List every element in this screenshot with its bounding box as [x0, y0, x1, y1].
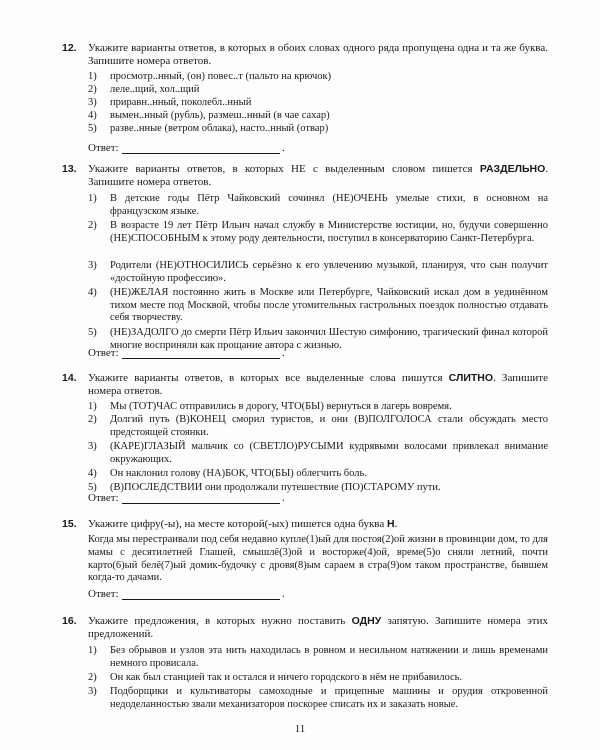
answer-line[interactable] — [122, 503, 280, 504]
answer-field[interactable]: Ответ: . — [88, 588, 285, 600]
answer-field[interactable]: Ответ: . — [88, 347, 285, 359]
task-question: Укажите цифру(-ы), на месте которой(-ых) пишется одна буква Н. — [88, 518, 398, 530]
workbook-page: 12. Укажите варианты ответов, в которых в обоих словах одного ряда пропущена одна и та же буква. Запишите номера ответов. 1) просмотр..нный, (он) повес..т (пальто на крючок) 2) леле..щий, хол..щий 3) приравн..нный, поколебл..нный 4) вымен..нный (рубль), размеш..нный (в чае сахар) 5) разве..нные (ветром облака), насто..нный (отвар) Ответ: . 13. Укажите варианты ответов, в которых НЕ с выделенным словом пишется РАЗДЕЛЬНО. Запишите номера ответов. 1) В детские годы Пётр Чайковский сочинял (НЕ)ОЧЕНЬ умелые стихи, в основном на французском языке. 2) В возрасте 19 лет Пётр Ильич начал службу в Министерстве юстиции, но, будучи совершенно (НЕ)СПОСОБНЫМ к этому роду деятельности, поступил в консерваторию Санкт-Петербурга. 3) Родители (НЕ)ОТНОСИЛИСЬ серьёзно к его увлечению музыкой, планируя, что сын получит «достойную профессию». 4) (НЕ)ЖЕЛАЯ постоянно жить в Москве или Петербурге, Чайковский искал дом в уединённом тихом месте под Москвой, чтобы после утомительных гастрольных поездок полностью отдавать себя творчеству. 5) (НЕ)ЗАДОЛГО до смерти Пётр Ильич закончил Шестую симфонию, трагический финал которой многие восприняли как прощание автора с жизнью. Ответ: . 14. Укажите варианты ответов, в которых все выделенные слова пишутся СЛИТНО. Запишите номера ответов. 1) Мы (ТОТ)ЧАС отправились в дорогу, ЧТО(БЫ) вернуться в лагерь вовремя. 2) Долгий путь (В)КОНЕЦ сморил туристов, и они (В)ПОЛГОЛОСА стали обсуждать место предстоящей стоянки. 3) (КАРЕ)ГЛАЗЫЙ мальчик со (СВЕТЛО)РУСЫМИ кудрявыми волосами привлекал внимание окружающих. 4) Он наклонил голову (НА)БОК, ЧТО(БЫ) облегчить боль. 5) (В)ПОСЛЕДСТВИИ они продолжали путешествие (ПО)СТАРОМУ пути. Ответ: . 15. Укажите цифру(-ы), на месте которой(-ых) пишется одна буква Н. Когда мы перестраивали под себя недавно купле(1)ый для постоя(2)ой жизни в провинции дом, то для мамы с десятилетней Глашей, смышлё(3)ой и восторже(4)ой, време(5)о сняли летний, почти карто(6)ый белё(7)ый домик-будочку с дровя(8)ым сараем в стра(9)ом таком пространстве, бывшем когда-то дачами. Ответ: . 16. Укажите предложения, в которых нужно поставить ОДНУ запятую. Запишите номера этих предложений. 1) Без обрывов и узлов эта нить находилась в ровном и несильном натяжении и лишь временами немного провисала. 2) Он как был станцией так и остался и ничего городского в нём не прибавилось. 3) Подборщики и культиваторы самоходные и прицепные машины и орудия откровенной недоделанностью звали механизаторов поскорее списать их и заказать новые. 11 — [0, 0, 600, 750]
task-question: Укажите варианты ответов, в которых НЕ с выделенным словом пишется РАЗДЕЛЬНО. Запишите номера ответов. — [88, 163, 548, 188]
task-number: 14. — [62, 372, 77, 384]
task-number: 16. — [62, 615, 77, 627]
answer-field[interactable]: Ответ: . — [88, 492, 285, 504]
answer-line[interactable] — [122, 358, 280, 359]
task-number: 15. — [62, 518, 77, 530]
task-question: Укажите варианты ответов, в которых все выделенные слова пишутся СЛИТНО. Запишите номера ответов. — [88, 372, 548, 397]
answer-label: Ответ: — [88, 347, 119, 359]
answer-label: Ответ: — [88, 588, 119, 600]
answer-line[interactable] — [122, 153, 280, 154]
answer-field[interactable]: Ответ: . — [88, 142, 285, 154]
task-question: Укажите варианты ответов, в которых в обоих словах одного ряда пропущена одна и та же буква. Запишите номера ответов. — [88, 42, 548, 67]
task-number: 13. — [62, 163, 77, 175]
task-number: 12. — [62, 42, 77, 54]
answer-line[interactable] — [122, 599, 280, 600]
task-paragraph: Когда мы перестраивали под себя недавно купле(1)ый для постоя(2)ой жизни в провинции дом, то для мамы с десятилетней Глашей, смышлё(3)ой и восторже(4)ой, време(5)о сняли летний, почти карто(6)ый белё(7)ый домик-будочку с дровя(8)ым сараем в стра(9)ом таком пространстве, бывшем когда-то дачами. — [88, 534, 548, 584]
page-number: 11 — [294, 723, 306, 735]
task-question: Укажите предложения, в которых нужно поставить ОДНУ запятую. Запишите номера этих предложений. — [88, 615, 549, 640]
answer-label: Ответ: — [88, 142, 119, 154]
answer-label: Ответ: — [88, 492, 119, 504]
